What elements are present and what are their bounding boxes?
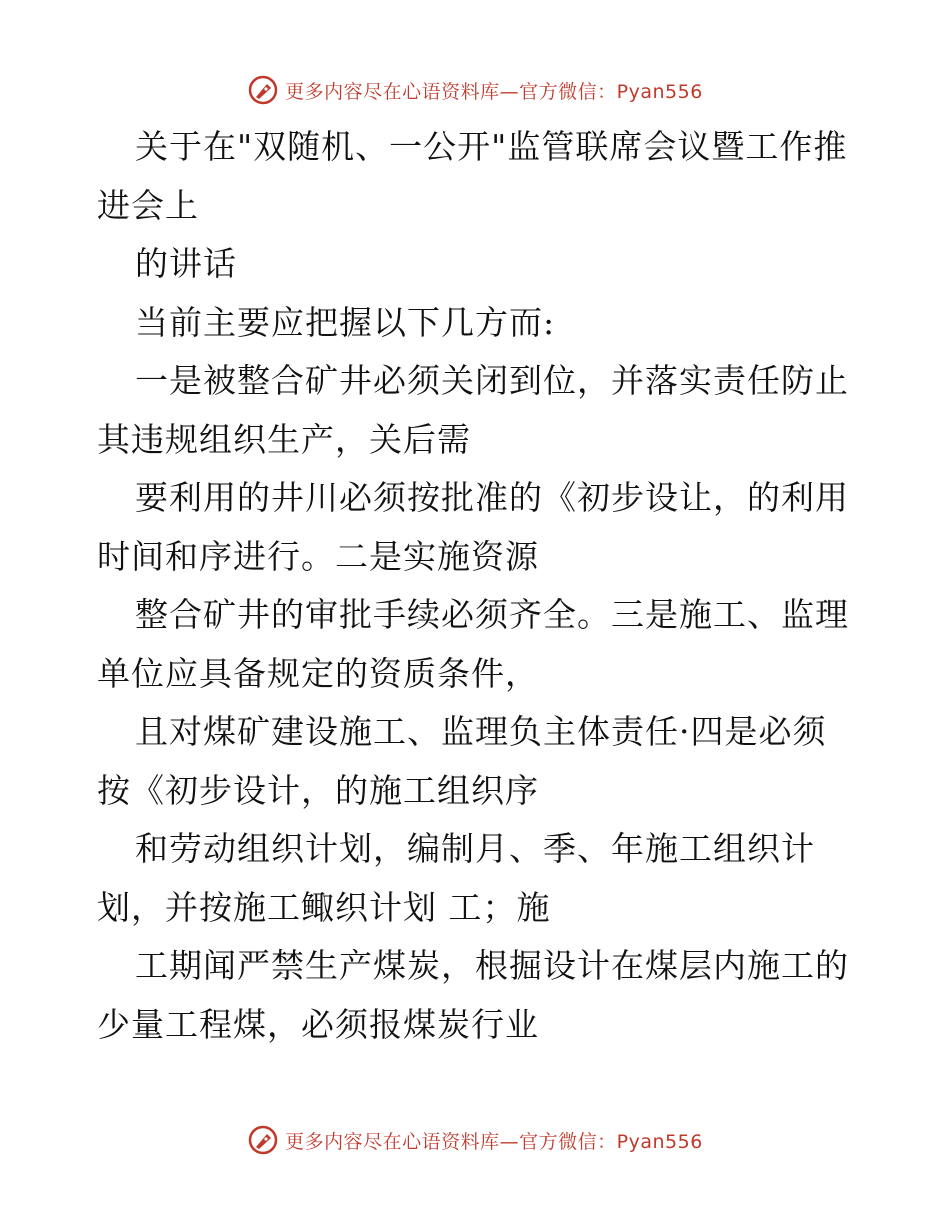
document-line: 工期闻严禁生产煤炭，根掘设计在煤层内施工的 — [135, 946, 849, 985]
watermark-text: 更多内容尽在心语资料库—官方微信：Pyan556 — [285, 1130, 703, 1153]
document-line: 单位应具备规定的资质条件， — [97, 653, 539, 693]
document-line: 一是被整合矿井必须关闭到位，并落实责任防止 — [135, 361, 849, 400]
document-line: 其违规组织生产，关后需 — [97, 419, 471, 459]
document-line: 要利用的井川必须按批准的《初步设让，的利用 — [135, 478, 849, 517]
watermark-banner-bottom — [0, 1120, 950, 1160]
document-line: 的讲话 — [135, 244, 237, 283]
document-line: 少量工程煤，必须报煤炭行业 — [97, 1004, 539, 1044]
document-line: 按《初步设计，的施工组织序 — [97, 770, 539, 810]
document-line: 关于在"双随机、一公开"监管联席会议暨工作推 — [135, 127, 848, 166]
document-line: 且对煤矿建设施工、监理负主体责任·四是必须 — [135, 712, 827, 751]
watermark-banner-top — [0, 70, 950, 110]
watermark-contact: Pyan556 — [616, 80, 703, 103]
document-line: 时间和序进行。二是实施资源 — [97, 536, 539, 576]
document-line: 整合矿井的审批手续必须齐全。三是施工、监理 — [135, 595, 849, 634]
document-line: 划，并按施工鲰织计划 工；施 — [97, 887, 551, 927]
document-line: 当前主要应把握以下几方而: — [135, 302, 556, 342]
watermark-text: 更多内容尽在心语资料库—官方微信：Pyan556 — [285, 80, 703, 103]
pen-nib-logo-icon — [247, 1124, 279, 1156]
document-line: 进会上 — [97, 185, 199, 225]
document-line: 和劳动组织计划，编制月、季、年施工组织计 — [135, 829, 815, 868]
watermark-contact: Pyan556 — [616, 1130, 703, 1153]
pen-nib-logo-icon — [247, 74, 279, 106]
document-body — [97, 118, 857, 1054]
